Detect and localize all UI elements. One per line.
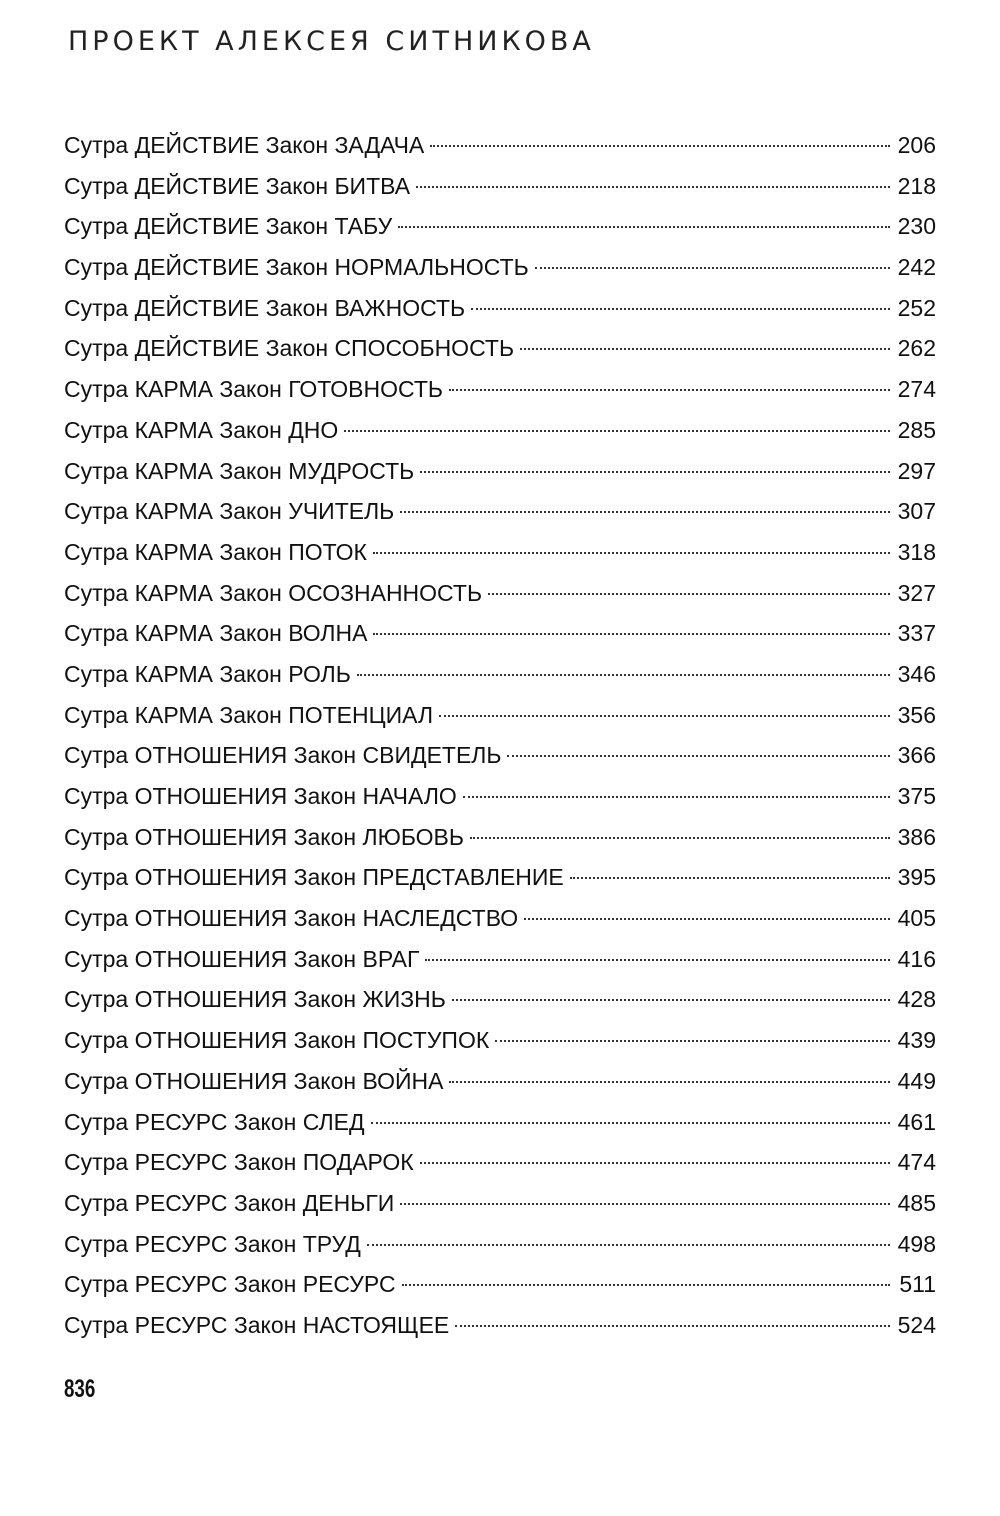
toc-entry-title: Сутра РЕСУРС Закон НАСТОЯЩЕЕ: [64, 1311, 450, 1338]
toc-entry-page: 375: [897, 783, 936, 809]
toc-entry-page: 511: [899, 1271, 936, 1298]
dot-leader: [400, 511, 890, 513]
toc-entry-page: 449: [897, 1067, 936, 1094]
toc-entry-page: 206: [897, 132, 936, 158]
toc-entry-title: Сутра ДЕЙСТВИЕ Закон ЗАДАЧА: [64, 132, 425, 158]
toc-entry: [64, 898, 936, 939]
dot-leader: [463, 796, 890, 798]
toc-entry-page: 405: [897, 905, 936, 932]
toc-entry-page: 285: [897, 416, 936, 443]
toc-entry-page: 218: [897, 172, 936, 199]
toc-entry-title: Сутра РЕСУРС Закон ТРУД: [64, 1230, 361, 1257]
toc-entry-title: Сутра ОТНОШЕНИЯ Закон ПОСТУПОК: [64, 1027, 490, 1054]
table-of-contents: [64, 125, 936, 1346]
dot-leader: [400, 1203, 890, 1205]
toc-entry: [64, 1102, 936, 1143]
toc-entry: [64, 451, 936, 492]
toc-entry-page: 366: [897, 742, 936, 769]
toc-entry-title: Сутра КАРМА Закон МУДРОСТЬ: [64, 457, 415, 484]
toc-entry-page: 461: [897, 1108, 936, 1135]
toc-entry-page: 428: [897, 986, 936, 1013]
toc-entry: [64, 613, 936, 654]
toc-entry-page: 230: [897, 213, 936, 240]
toc-entry: [64, 328, 936, 369]
dot-leader: [416, 186, 890, 188]
toc-entry-title: Сутра ОТНОШЕНИЯ Закон ВОЙНА: [64, 1067, 444, 1094]
toc-entry-title: Сутра ОТНОШЕНИЯ Закон НАСЛЕДСТВО: [64, 905, 519, 932]
toc-entry-page: 346: [897, 660, 936, 687]
toc-entry-title: Сутра КАРМА Закон ОСОЗНАННОСТЬ: [64, 579, 483, 606]
dot-leader: [455, 1325, 890, 1327]
toc-entry: [64, 369, 936, 410]
toc-entry-title: Сутра КАРМА Закон ВОЛНА: [64, 620, 368, 647]
toc-entry-title: Сутра РЕСУРС Закон ДЕНЬГИ: [64, 1189, 395, 1216]
toc-entry: [64, 573, 936, 614]
dot-leader: [344, 430, 890, 432]
dot-leader: [367, 1244, 890, 1246]
toc-entry-page: 337: [897, 620, 936, 647]
dot-leader: [425, 959, 890, 961]
toc-entry-page: 474: [897, 1149, 936, 1176]
dot-leader: [430, 145, 890, 147]
toc-entry-title: Сутра ДЕЙСТВИЕ Закон БИТВА: [64, 172, 411, 199]
toc-entry-page: 297: [897, 457, 936, 484]
toc-entry: [64, 1224, 936, 1265]
toc-entry-page: 252: [897, 294, 936, 321]
toc-entry-title: Сутра КАРМА Закон УЧИТЕЛЬ: [64, 498, 395, 525]
toc-entry: [64, 1183, 936, 1224]
dot-leader: [495, 1040, 890, 1042]
toc-entry-page: 416: [897, 945, 936, 972]
toc-entry: [64, 1142, 936, 1183]
dot-leader: [449, 1081, 890, 1083]
toc-entry-title: Сутра ОТНОШЕНИЯ Закон ЛЮБОВЬ: [64, 823, 464, 850]
toc-entry-page: 439: [897, 1027, 936, 1054]
toc-entry-title: Сутра ОТНОШЕНИЯ Закон НАЧАЛО: [64, 783, 457, 809]
dot-leader: [373, 552, 890, 554]
toc-entry-title: Сутра ДЕЙСТВИЕ Закон ТАБУ: [64, 213, 393, 240]
dot-leader: [420, 471, 890, 473]
dot-leader: [570, 877, 890, 879]
toc-entry-title: Сутра РЕСУРС Закон ПОДАРОК: [64, 1149, 414, 1176]
toc-entry-title: Сутра ДЕЙСТВИЕ Закон ВАЖНОСТЬ: [64, 294, 466, 321]
toc-entry: [64, 206, 936, 247]
toc-entry-title: Сутра КАРМА Закон ПОТЕНЦИАЛ: [64, 701, 434, 728]
toc-entry: [64, 776, 936, 817]
toc-entry-page: 318: [897, 538, 936, 565]
dot-leader: [488, 593, 890, 595]
toc-entry: [64, 166, 936, 207]
dot-leader: [507, 755, 890, 757]
toc-entry: [64, 1305, 936, 1346]
toc-entry: [64, 817, 936, 858]
running-header: ПРОЕКТ АЛЕКСЕЯ СИТНИКОВА: [68, 26, 595, 57]
dot-leader: [520, 348, 890, 350]
toc-entry-page: 524: [897, 1311, 936, 1338]
toc-entry: [64, 532, 936, 573]
toc-entry-title: Сутра ДЕЙСТВИЕ Закон СПОСОБНОСТЬ: [64, 335, 515, 362]
toc-entry: [64, 654, 936, 695]
dot-leader: [439, 715, 890, 717]
toc-entry-title: Сутра КАРМА Закон ПОТОК: [64, 538, 367, 565]
toc-entry-page: 242: [897, 254, 936, 281]
toc-entry-title: Сутра ОТНОШЕНИЯ Закон ЖИЗНЬ: [64, 986, 446, 1013]
toc-entry-page: 274: [897, 376, 936, 403]
toc-entry-title: Сутра ОТНОШЕНИЯ Закон СВИДЕТЕЛЬ: [64, 742, 502, 769]
dot-leader: [398, 226, 890, 228]
toc-entry-page: 307: [897, 498, 936, 525]
dot-leader: [524, 918, 890, 920]
toc-entry: [64, 735, 936, 776]
dot-leader: [535, 267, 890, 269]
dot-leader: [420, 1162, 890, 1164]
page-number: 836: [64, 1375, 96, 1403]
toc-entry: [64, 410, 936, 451]
toc-entry-title: Сутра ДЕЙСТВИЕ Закон НОРМАЛЬНОСТЬ: [64, 254, 529, 281]
toc-entry: [64, 125, 936, 166]
dot-leader: [402, 1284, 890, 1286]
toc-entry: [64, 247, 936, 288]
toc-entry-page: 262: [897, 335, 936, 362]
dot-leader: [452, 999, 890, 1001]
toc-entry-page: 395: [897, 864, 936, 891]
dot-leader: [449, 389, 890, 391]
dot-leader: [470, 837, 890, 839]
dot-leader: [471, 308, 890, 310]
toc-entry-title: Сутра ОТНОШЕНИЯ Закон ВРАГ: [64, 945, 420, 972]
toc-entry-title: Сутра РЕСУРС Закон РЕСУРС: [64, 1271, 396, 1298]
toc-entry-page: 327: [897, 579, 936, 606]
toc-entry-title: Сутра ОТНОШЕНИЯ Закон ПРЕДСТАВЛЕНИЕ: [64, 864, 564, 891]
toc-entry-page: 356: [897, 701, 936, 728]
toc-entry-title: Сутра РЕСУРС Закон СЛЕД: [64, 1108, 365, 1135]
toc-entry-title: Сутра КАРМА Закон ГОТОВНОСТЬ: [64, 376, 444, 403]
dot-leader: [373, 633, 890, 635]
toc-entry-page: 485: [897, 1189, 936, 1216]
toc-entry: [64, 695, 936, 736]
toc-entry-page: 386: [897, 823, 936, 850]
toc-entry: [64, 857, 936, 898]
dot-leader: [357, 674, 890, 676]
toc-entry: [64, 1020, 936, 1061]
toc-entry-title: Сутра КАРМА Закон ДНО: [64, 416, 339, 443]
toc-entry: [64, 1061, 936, 1102]
toc-entry: [64, 979, 936, 1020]
toc-entry-page: 498: [897, 1230, 936, 1257]
toc-entry: [64, 288, 936, 329]
toc-entry: [64, 491, 936, 532]
dot-leader: [371, 1122, 890, 1124]
toc-entry: [64, 1264, 936, 1305]
toc-entry-title: Сутра КАРМА Закон РОЛЬ: [64, 660, 351, 687]
toc-entry: [64, 939, 936, 980]
